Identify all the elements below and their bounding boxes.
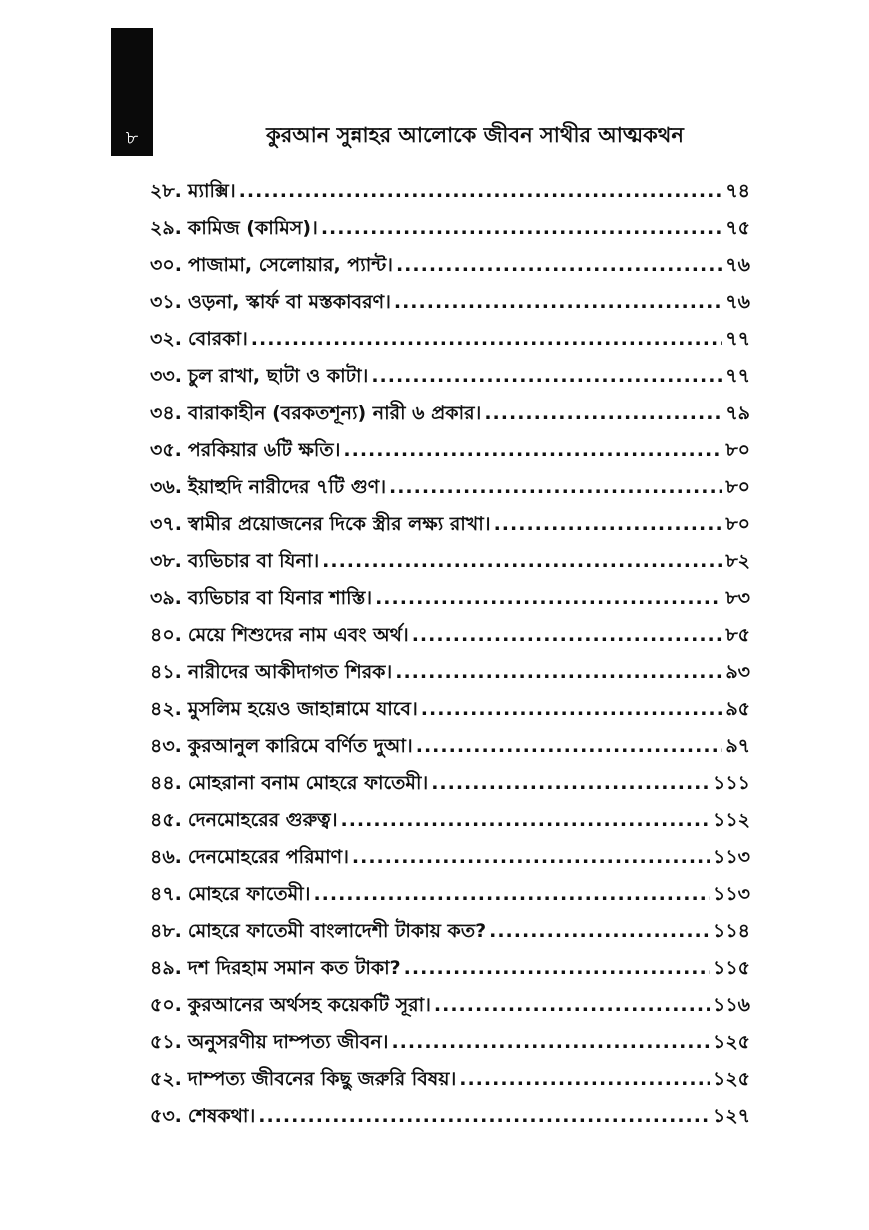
- toc-entry: [150, 358, 750, 395]
- toc-entry-title: ম্যাক্সি।: [187, 180, 236, 202]
- dot-leader: [484, 395, 722, 432]
- toc-entry-number: ৩৪.: [150, 402, 182, 424]
- toc-entry-number: ৪০.: [150, 624, 182, 646]
- toc-entry: [150, 654, 750, 691]
- toc-entry-title: কুরআনের অর্থসহ কয়েকটি সূরা।: [187, 994, 431, 1016]
- toc-entry-number: ৫২.: [150, 1068, 182, 1090]
- toc-entry-title: ব্যভিচার বা যিনা।: [187, 550, 320, 572]
- toc-entry-title: দেনমোহরের পরিমাণ।: [187, 846, 349, 868]
- toc-entry-title: শেষকথা।: [187, 1105, 256, 1127]
- toc-entry-title: মুসলিম হয়েও জাহান্নামে যাবে।: [187, 698, 418, 720]
- dot-leader: [343, 432, 722, 469]
- toc-entry-page: ৭৬: [725, 254, 750, 276]
- toc-entry-number: ৩১.: [150, 291, 182, 313]
- dot-leader: [421, 691, 723, 728]
- toc-entry-page: ৮৫: [725, 624, 750, 646]
- toc-entry-title: বারাকাহীন (বরকতশূন্য) নারী ৬ প্রকার।: [187, 402, 482, 424]
- toc-entry-title: ওড়না, স্কার্ফ বা মস্তকাবরণ।: [187, 291, 391, 313]
- toc-entry-number: ৩২.: [150, 328, 182, 350]
- toc-entry-title: দাম্পত্য জীবনের কিছু জরুরি বিষয়।: [187, 1068, 457, 1090]
- toc-entry-page: ১২৭: [712, 1105, 750, 1127]
- toc-entry-page: ৭৭: [725, 328, 750, 350]
- toc-entry: [150, 1098, 750, 1135]
- toc-entry: [150, 469, 750, 506]
- toc-entry-number: ৩৮.: [150, 550, 182, 572]
- toc-entry: [150, 839, 750, 876]
- toc-entry: [150, 580, 750, 617]
- toc-entry-number: ৩৭.: [150, 513, 182, 535]
- dot-leader: [371, 358, 722, 395]
- page-number: ৮: [125, 127, 139, 149]
- toc-entry-title: কামিজ (কামিস)।: [187, 217, 318, 239]
- toc-entry: [150, 950, 750, 987]
- toc-entry-page: ১১৬: [712, 994, 750, 1016]
- dot-leader: [322, 543, 722, 580]
- toc-entry-page: ১২৫: [712, 1031, 750, 1053]
- toc-entry-page: ৯৫: [725, 698, 750, 720]
- toc-entry-page: ১১৪: [713, 920, 750, 942]
- dot-leader: [391, 1024, 710, 1061]
- toc-entry-title: অনুসরণীয় দাম্পত্য জীবন।: [187, 1031, 389, 1053]
- dot-leader: [396, 247, 722, 284]
- table-of-contents: [150, 173, 750, 1135]
- toc-entry-page: ১১৫: [713, 957, 750, 979]
- toc-entry-title: দেনমোহরের গুরুত্ব।: [187, 809, 338, 831]
- toc-entry-title: ব্যভিচার বা যিনার শাস্তি।: [187, 587, 373, 609]
- toc-entry: [150, 506, 750, 543]
- toc-entry-page: ৭৬: [725, 291, 750, 313]
- toc-entry: [150, 321, 750, 358]
- toc-entry-title: মেয়ে শিশুদের নাম এবং অর্থ।: [187, 624, 409, 646]
- toc-entry-number: ২৯.: [150, 217, 182, 239]
- toc-entry-title: নারীদের আকীদাগত শিরক।: [187, 661, 393, 683]
- toc-entry-number: ৪৪.: [150, 772, 182, 794]
- toc-entry-number: ৪২.: [150, 698, 182, 720]
- toc-entry-page: ৮০: [725, 513, 750, 535]
- toc-entry-page: ৯৭: [725, 735, 750, 757]
- toc-entry-title: মোহরানা বনাম মোহরে ফাতেমী।: [187, 772, 429, 794]
- toc-entry-page: ৮২: [725, 550, 750, 572]
- dot-leader: [251, 321, 723, 358]
- toc-entry-page: ৮০: [725, 439, 750, 461]
- dot-leader: [404, 950, 710, 987]
- toc-entry-number: ২৮.: [150, 180, 182, 202]
- toc-entry-title: কুরআনুল কারিমে বর্ণিত দুআ।: [187, 735, 413, 757]
- toc-entry-number: ৫১.: [150, 1031, 182, 1053]
- toc-entry-number: ৩৯.: [150, 587, 182, 609]
- toc-entry: [150, 728, 750, 765]
- toc-entry-title: দশ দিরহাম সমান কত টাকা?: [187, 957, 401, 979]
- toc-entry: [150, 802, 750, 839]
- toc-entry: [150, 1024, 750, 1061]
- toc-entry-page: ১১২: [712, 809, 750, 831]
- toc-entry-title: স্বামীর প্রয়োজনের দিকে স্ত্রীর লক্ষ্য রাখা।: [187, 513, 491, 535]
- toc-entry: [150, 173, 750, 210]
- toc-entry-title: পাজামা, সেলোয়ার, প্যান্ট।: [187, 254, 393, 276]
- toc-entry-title: মোহরে ফাতেমী।: [187, 883, 311, 905]
- toc-entry-number: ৪১.: [150, 661, 182, 683]
- dot-leader: [375, 580, 722, 617]
- toc-entry-number: ৪৯.: [150, 957, 182, 979]
- dot-leader: [459, 1061, 710, 1098]
- dot-leader: [394, 284, 722, 321]
- toc-entry: [150, 284, 750, 321]
- dot-leader: [341, 802, 710, 839]
- page-number-tab: [111, 28, 153, 156]
- toc-entry: [150, 913, 750, 950]
- toc-entry-number: ৪৮.: [150, 920, 182, 942]
- toc-entry-number: ৪৫.: [150, 809, 182, 831]
- toc-entry-number: ৩০.: [150, 254, 182, 276]
- dot-leader: [313, 876, 710, 913]
- toc-entry-title: মোহরে ফাতেমী বাংলাদেশী টাকায় কত?: [187, 920, 487, 942]
- dot-leader: [321, 210, 723, 247]
- dot-leader: [416, 728, 723, 765]
- toc-entry: [150, 395, 750, 432]
- toc-entry-page: ৮৩: [725, 587, 750, 609]
- toc-entry-page: ৭৭: [725, 365, 750, 387]
- toc-entry: [150, 432, 750, 469]
- toc-entry-number: ৪৩.: [150, 735, 182, 757]
- toc-entry-number: ৫৩.: [150, 1105, 182, 1127]
- toc-entry-page: ১১১: [713, 772, 750, 794]
- toc-entry-page: ১১৩: [712, 846, 750, 868]
- dot-leader: [239, 173, 723, 210]
- dot-leader: [258, 1098, 710, 1135]
- toc-entry-page: ৭৪: [725, 180, 750, 202]
- dot-leader: [395, 654, 722, 691]
- toc-entry-title: বোরকা।: [187, 328, 248, 350]
- dot-leader: [412, 617, 723, 654]
- toc-entry-page: ৭৫: [725, 217, 750, 239]
- toc-entry: [150, 876, 750, 913]
- toc-entry: [150, 617, 750, 654]
- dot-leader: [352, 839, 710, 876]
- toc-entry: [150, 691, 750, 728]
- toc-entry-number: ৩৫.: [150, 439, 182, 461]
- toc-entry: [150, 543, 750, 580]
- toc-entry: [150, 1061, 750, 1098]
- toc-entry-title: ইয়াহুদি নারীদের ৭টি গুণ।: [187, 476, 386, 498]
- dot-leader: [431, 765, 710, 802]
- toc-entry-page: ৯৩: [725, 661, 750, 683]
- toc-entry: [150, 765, 750, 802]
- dot-leader: [489, 913, 710, 950]
- toc-entry-page: ১১৩: [712, 883, 750, 905]
- toc-entry-page: ৭৯: [725, 402, 750, 424]
- toc-entry-number: ৪৭.: [150, 883, 182, 905]
- toc-entry-page: ৮০: [725, 476, 750, 498]
- toc-entry: [150, 210, 750, 247]
- dot-leader: [389, 469, 722, 506]
- toc-entry-number: ৫০.: [150, 994, 182, 1016]
- toc-entry-page: ১২৫: [712, 1068, 750, 1090]
- toc-entry-title: চুল রাখা, ছাটা ও কাটা।: [187, 365, 369, 387]
- toc-entry: [150, 247, 750, 284]
- toc-entry-title: পরকিয়ার ৬টি ক্ষতি।: [187, 439, 341, 461]
- toc-entry-number: ৪৬.: [150, 846, 182, 868]
- toc-entry: [150, 987, 750, 1024]
- dot-leader: [494, 506, 723, 543]
- toc-entry-number: ৩৩.: [150, 365, 182, 387]
- dot-leader: [434, 987, 710, 1024]
- running-head: কুরআন সুন্নাহর আলোকে জীবন সাথীর আত্মকথন: [266, 123, 684, 147]
- toc-entry-number: ৩৬.: [150, 476, 182, 498]
